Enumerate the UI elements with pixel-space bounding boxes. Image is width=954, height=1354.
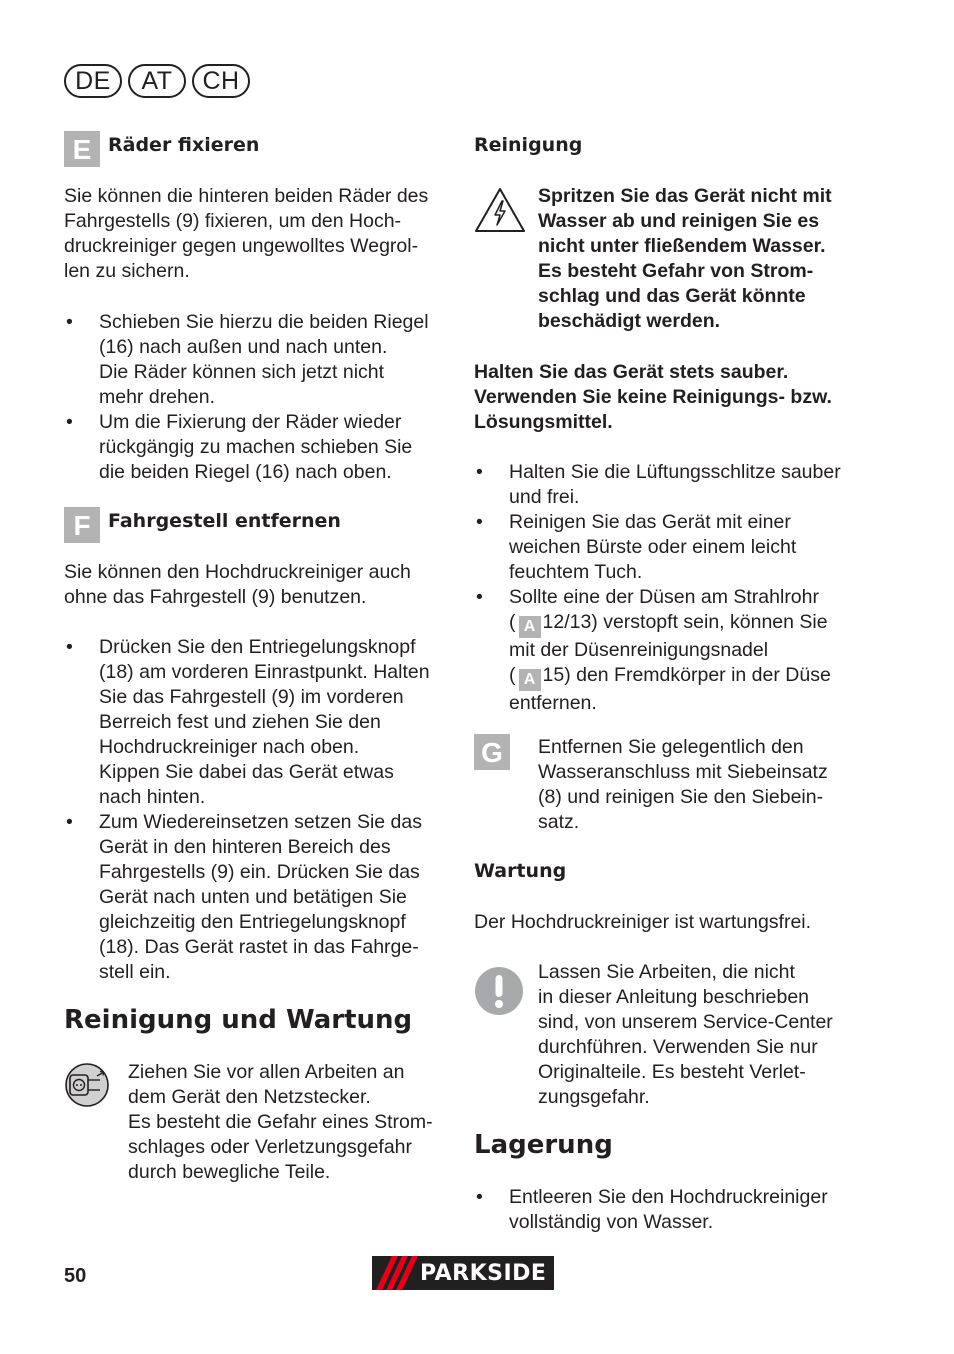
- text-line: Sie können die hinteren beiden Räder des: [64, 185, 429, 207]
- text-line: mit der Düsenreinigungsnadel: [509, 639, 769, 661]
- text-line: • Sollte eine der Düsen am Strahlrohr: [509, 586, 819, 608]
- figure-ref-a: A: [519, 669, 541, 691]
- logo-stripes: [372, 1256, 418, 1290]
- text-line: (16) nach außen und nach unten.: [99, 336, 388, 358]
- text-line: Entfernen Sie gelegentlich den: [538, 736, 804, 758]
- maintenance-heading: Reinigung und Wartung: [64, 1005, 413, 1035]
- text-line: • Entleeren Sie den Hochdruckreiniger: [509, 1186, 828, 1208]
- text-line: • Halten Sie die Lüftungsschlitze sauber: [509, 461, 841, 483]
- section-e-intro: [64, 184, 454, 284]
- exclamation-icon: [474, 966, 524, 1016]
- text-line: ohne das Fahrgestell (9) benutzen.: [64, 586, 367, 608]
- section-g-text: [538, 735, 868, 835]
- list-item: [64, 810, 454, 985]
- list-item: [474, 460, 874, 510]
- text-line: [509, 663, 874, 691]
- page-number: 50: [64, 1265, 87, 1287]
- cleaning-heading: Reinigung: [474, 134, 583, 156]
- text-line: Fahrgestells (9) fixieren, um den Hoch-: [64, 210, 402, 232]
- text-line: Lassen Sie Arbeiten, die nicht: [538, 961, 795, 983]
- text-line: druckreiniger gegen ungewolltes Wegrol-: [64, 235, 419, 257]
- text-line: • Schieben Sie hierzu die beiden Riegel: [99, 311, 429, 333]
- logo-text: PARKSIDE: [420, 1260, 547, 1286]
- section-f-heading: Fahrgestell entfernen: [108, 510, 341, 532]
- country-badge-at: AT: [128, 64, 186, 98]
- section-marker-e: E: [64, 131, 100, 167]
- text-line: Spritzen Sie das Gerät nicht mit: [538, 185, 832, 207]
- list-item: [64, 635, 454, 810]
- text-line: Wasseranschluss mit Siebeinsatz: [538, 761, 828, 783]
- text-line: Die Räder können sich jetzt nicht: [99, 361, 385, 383]
- text-line: Berreich fest und ziehen Sie den: [99, 711, 381, 733]
- text-line: len zu sichern.: [64, 260, 190, 282]
- text-line: nicht unter fließendem Wasser.: [538, 235, 826, 257]
- electric-warning-text: [538, 184, 858, 334]
- electric-warning-icon: [474, 187, 526, 233]
- text-line: (8) und reinigen Sie den Siebein-: [538, 786, 824, 808]
- section-e-heading: Räder fixieren: [108, 134, 260, 156]
- text-line: Gerät nach unten und betätigen Sie: [99, 886, 407, 908]
- text-line: nach hinten.: [99, 786, 206, 808]
- text-line: dem Gerät den Netzstecker.: [128, 1086, 371, 1108]
- text-line: satz.: [538, 811, 580, 833]
- storage-list: [474, 1185, 874, 1235]
- text-line: mehr drehen.: [99, 386, 215, 408]
- unplug-note: [128, 1060, 458, 1185]
- text-line: in dieser Anleitung beschrieben: [538, 986, 810, 1008]
- text-line: Sie können den Hochdruckreiniger auch: [64, 561, 411, 583]
- section-marker-g: G: [474, 734, 510, 770]
- text-line: schlag und das Gerät könnte: [538, 285, 806, 307]
- text-line: (18) am vorderen Einrastpunkt. Halten: [99, 661, 430, 683]
- text-line: Originalteile. Es besteht Verlet-: [538, 1061, 806, 1083]
- cleaning-bold-note: [474, 360, 874, 435]
- text-line: Wasser ab und reinigen Sie es: [538, 210, 820, 232]
- text-line: vollständig von Wasser.: [509, 1211, 714, 1233]
- section-f-intro: [64, 560, 454, 610]
- service-caution-text: [538, 960, 868, 1110]
- text-line: die beiden Riegel (16) nach oben.: [99, 461, 392, 483]
- list-item: [474, 585, 874, 716]
- text-line: sind, von unserem Service-Center: [538, 1011, 833, 1033]
- list-item: [64, 310, 454, 410]
- list-item: [64, 410, 454, 485]
- text-line: Lösungsmittel.: [474, 411, 613, 433]
- text-line: • Drücken Sie den Entriegelungsknopf: [99, 636, 416, 658]
- text-line: • Reinigen Sie das Gerät mit einer: [509, 511, 791, 533]
- text-line: Hochdruckreiniger nach oben.: [99, 736, 360, 758]
- text-line: (18). Das Gerät rastet in das Fahrge-: [99, 936, 419, 958]
- section-e-list: [64, 310, 454, 485]
- text-line: zungsgefahr.: [538, 1086, 650, 1108]
- country-badge-ch: CH: [192, 64, 250, 98]
- text-line: feuchtem Tuch.: [509, 561, 643, 583]
- text-line: schlages oder Verletzungsgefahr: [128, 1136, 413, 1158]
- paren: (: [509, 664, 516, 686]
- paren: (: [509, 611, 516, 633]
- text-line: Ziehen Sie vor allen Arbeiten an: [128, 1061, 405, 1083]
- text-line: Sie das Fahrgestell (9) im vorderen: [99, 686, 404, 708]
- text-line: Verwenden Sie keine Reinigungs- bzw.: [474, 386, 832, 408]
- country-badge-de: DE: [64, 64, 122, 98]
- text-line: durch bewegliche Teile.: [128, 1161, 331, 1183]
- parkside-logo: [372, 1256, 554, 1290]
- text-span: 15) den Fremdkörper in der Düse: [542, 664, 831, 686]
- text-line: Kippen Sie dabei das Gerät etwas: [99, 761, 394, 783]
- text-line: stell ein.: [99, 961, 171, 983]
- storage-heading: Lagerung: [474, 1130, 613, 1160]
- text-line: durchführen. Verwenden Sie nur: [538, 1036, 818, 1058]
- text-line: • Um die Fixierung der Räder wieder: [99, 411, 402, 433]
- unplug-icon: [64, 1062, 110, 1108]
- text-line: Gerät in den hinteren Bereich des: [99, 836, 391, 858]
- text-line: Fahrgestells (9) ein. Drücken Sie das: [99, 861, 420, 883]
- section-marker-f: F: [64, 507, 100, 543]
- country-badges: [64, 64, 250, 98]
- text-line: • Zum Wiedereinsetzen setzen Sie das: [99, 811, 422, 833]
- text-line: beschädigt werden.: [538, 310, 721, 332]
- text-line: entfernen.: [509, 692, 597, 714]
- text-line: gleichzeitig den Entriegelungsknopf: [99, 911, 406, 933]
- text-line: Es besteht die Gefahr eines Strom-: [128, 1111, 433, 1133]
- list-item: [474, 510, 874, 585]
- text-line: Es besteht Gefahr von Strom-: [538, 260, 814, 282]
- service-heading: Wartung: [474, 860, 567, 882]
- cleaning-list: [474, 460, 874, 716]
- text-line: Halten Sie das Gerät stets sauber.: [474, 361, 789, 383]
- text-line: rückgängig zu machen schieben Sie: [99, 436, 413, 458]
- figure-ref-a: A: [519, 616, 541, 638]
- text-span: 12/13) verstopft sein, können Sie: [542, 611, 828, 633]
- text-line: weichen Bürste oder einem leicht: [509, 536, 797, 558]
- section-f-list: [64, 635, 454, 985]
- text-line: und frei.: [509, 486, 580, 508]
- service-intro: Der Hochdruckreiniger ist wartungsfrei.: [474, 911, 812, 933]
- list-item: [474, 1185, 874, 1235]
- text-line: [509, 610, 874, 638]
